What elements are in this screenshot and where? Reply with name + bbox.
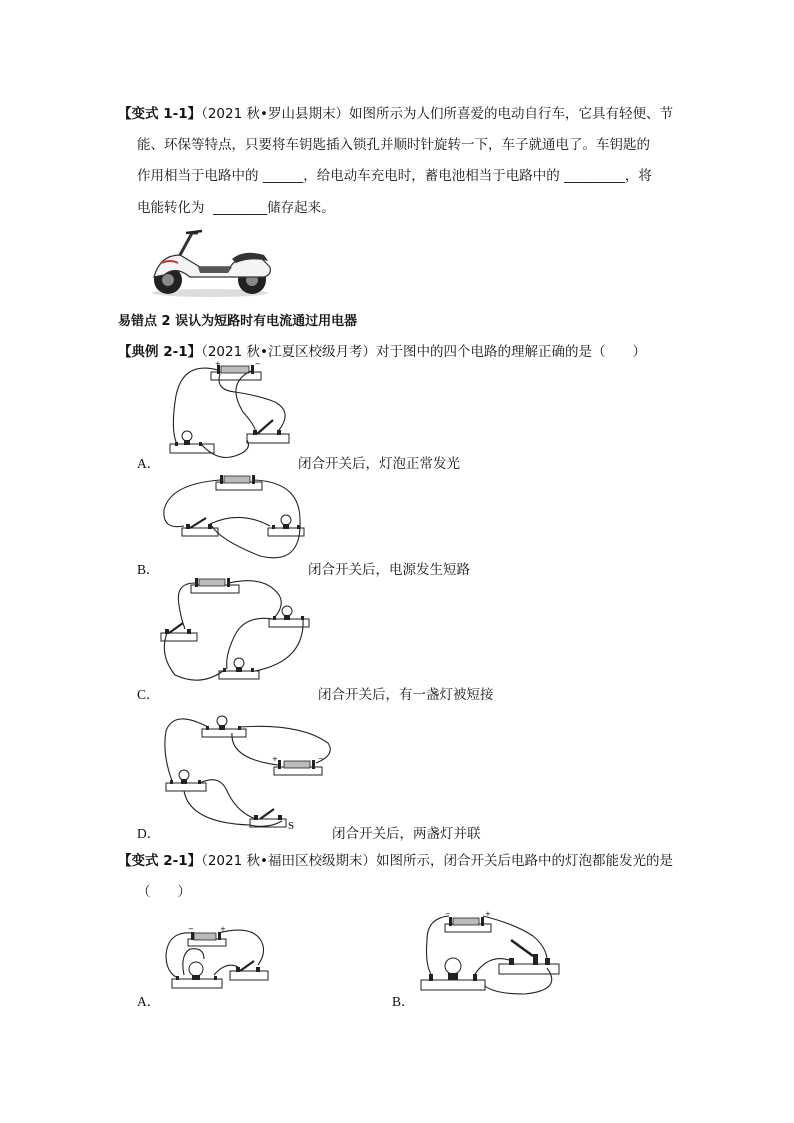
option-b-letter: B． [137, 562, 160, 577]
switch-icon [161, 623, 197, 641]
battery-icon [272, 755, 324, 775]
option-a-letter: A． [137, 456, 161, 471]
bulb-icon [219, 658, 259, 679]
q1-line3 [137, 168, 652, 184]
circuit-3b [415, 910, 565, 1000]
circuit-a [165, 362, 305, 462]
svg-text:−: − [255, 360, 261, 368]
battery-icon [216, 475, 262, 490]
option-d-text: 闭合开关后，两盏灯并联 [332, 826, 481, 842]
q1-line1 [118, 106, 673, 122]
svg-text:−: − [318, 755, 324, 763]
q2-tag: 【典例 2-1】 [118, 344, 202, 360]
switch-icon [230, 961, 268, 980]
blank-2[interactable]: _________ [564, 168, 625, 184]
q2-source: （2021 秋•江夏区校级月考） [201, 344, 376, 360]
battery-icon [191, 578, 239, 593]
minus-sign: − [445, 910, 451, 918]
q1-text-1: 如图所示为人们所喜爱的电动自行车，它具有轻便、节 [348, 106, 673, 122]
blank-1[interactable]: ______ [262, 168, 304, 184]
section-heading: 易错点 2 误认为短路时有电流通过用电器 [118, 314, 358, 329]
q1-tag: 【变式 1-1】 [118, 106, 202, 122]
battery-icon [445, 910, 491, 932]
svg-text:+: + [215, 360, 221, 368]
q1-text-3b: ，给电动车充电时，蓄电池相当于电路中的 [303, 168, 560, 184]
q1-text-3c: ，将 [624, 168, 652, 184]
q3-stem [118, 853, 673, 869]
q3-tag: 【变式 2-1】 [118, 853, 202, 869]
plus-sign: + [220, 925, 226, 933]
option-a-text: 闭合开关后，灯泡正常发光 [298, 456, 460, 472]
q1-text-4a: 电能转化为 [137, 200, 205, 216]
switch-label: S [288, 820, 295, 832]
q1-line4 [137, 200, 335, 216]
q3-paren: （ ） [137, 884, 191, 900]
q1-line2: 能、环保等特点，只要将车钥匙插入锁孔并顺时针旋转一下，车子就通电了。车钥匙的 [137, 137, 650, 153]
bulb-icon [202, 716, 246, 737]
option-c-letter: C． [137, 687, 160, 702]
minus-sign: − [188, 925, 194, 933]
battery-icon [211, 360, 261, 380]
option-c-text: 闭合开关后，有一盏灯被短接 [318, 687, 494, 703]
scooter-image [140, 225, 280, 300]
option-b-text: 闭合开关后，电源发生短路 [308, 562, 470, 578]
q2-question: 对于图中的四个电路的理解正确的是（ ） [375, 344, 646, 360]
q1-source: （2021 秋•罗山县期末） [201, 106, 349, 122]
plus-sign: + [485, 910, 491, 918]
circuit-3a [160, 925, 300, 995]
blank-3[interactable]: ________ [213, 200, 268, 216]
bulb-icon [268, 515, 304, 536]
circuit-b [160, 470, 310, 570]
battery-icon [188, 925, 226, 946]
q1-text-4b: 储存起来。 [267, 200, 335, 216]
q3-option-a-letter: A． [137, 994, 161, 1009]
circuit-c [155, 575, 315, 685]
option-d-letter: D． [137, 826, 161, 841]
q3-option-b-letter: B． [392, 994, 415, 1009]
svg-text:+: + [272, 755, 278, 763]
circuit-d [160, 703, 340, 833]
switch-icon [250, 809, 286, 827]
q3-source: （2021 秋•福田区校级期末） [201, 853, 376, 869]
q3-question: 如图所示，闭合开关后电路中的灯泡都能发光的是 [375, 853, 673, 869]
q1-text-3a: 作用相当于电路中的 [137, 168, 259, 184]
q2-stem [118, 344, 646, 360]
switch-icon [499, 940, 559, 974]
